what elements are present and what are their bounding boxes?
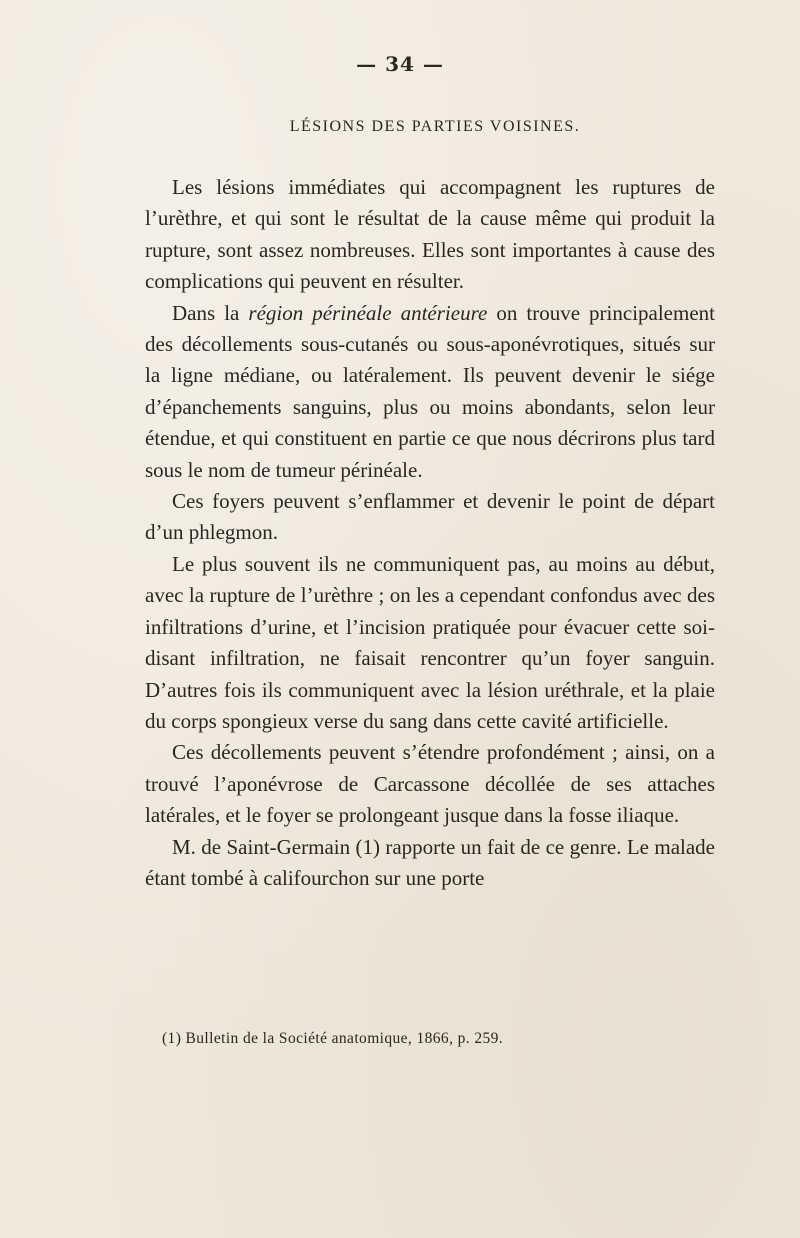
body-text xyxy=(145,172,715,894)
paragraph: Les lésions immédiates qui accompagnent les ruptures de l’urèthre, et qui sont le résultat de la cause même qui produit la rupture, sont assez nombreuses. Elles sont importantes à cause des complications qui peuvent en résulter. xyxy=(145,175,715,294)
paragraph xyxy=(145,298,715,486)
page-number: — 34 — xyxy=(356,52,444,76)
paragraph: Ces décollements peuvent s’étendre profondément ; ainsi, on a trouvé l’aponévrose de Carcassone décollée de ses attaches latérales, et le foyer se prolongeant jusque dans la fosse iliaque. xyxy=(145,740,715,828)
paragraph-text: on trouve principalement des décollements sous-cutanés ou sous-aponévrotiques, situés sur la ligne médiane, ou latéralement. Ils peuvent devenir le siége d’épanchements sanguins, plus ou moins abondants, selon leur étendue, et qui constituent en partie ce que nous décrirons plus tard sous le nom de tumeur périnéale. xyxy=(145,300,715,482)
paragraph-text: Dans la xyxy=(172,300,249,325)
paragraph: Ces foyers peuvent s’enflammer et devenir le point de départ d’un phlegmon. xyxy=(145,489,715,545)
emphasized-term: région périnéale antérieure xyxy=(248,300,488,325)
section-title: LÉSIONS DES PARTIES VOISINES. xyxy=(289,118,581,135)
paragraph: Le plus souvent ils ne communiquent pas, au moins au début, avec la rupture de l’urèthre ; on les a cependant confondus avec des infiltrations d’urine, et l’incision pratiquée pour évacuer cette soi-disant infiltration, ne faisait rencontrer qu’un foyer sanguin. D’autres fois ils communiquent avec la lésion uréthrale, et la plaie du corps spongieux verse du sang dans cette cavité artificielle. xyxy=(145,551,715,733)
paragraph: M. de Saint-Germain (1) rapporte un fait de ce genre. Le malade étant tombé à califourchon sur une porte xyxy=(145,834,715,890)
footnote: (1) Bulletin de la Société anatomique, 1866, p. 259. xyxy=(162,1030,504,1047)
